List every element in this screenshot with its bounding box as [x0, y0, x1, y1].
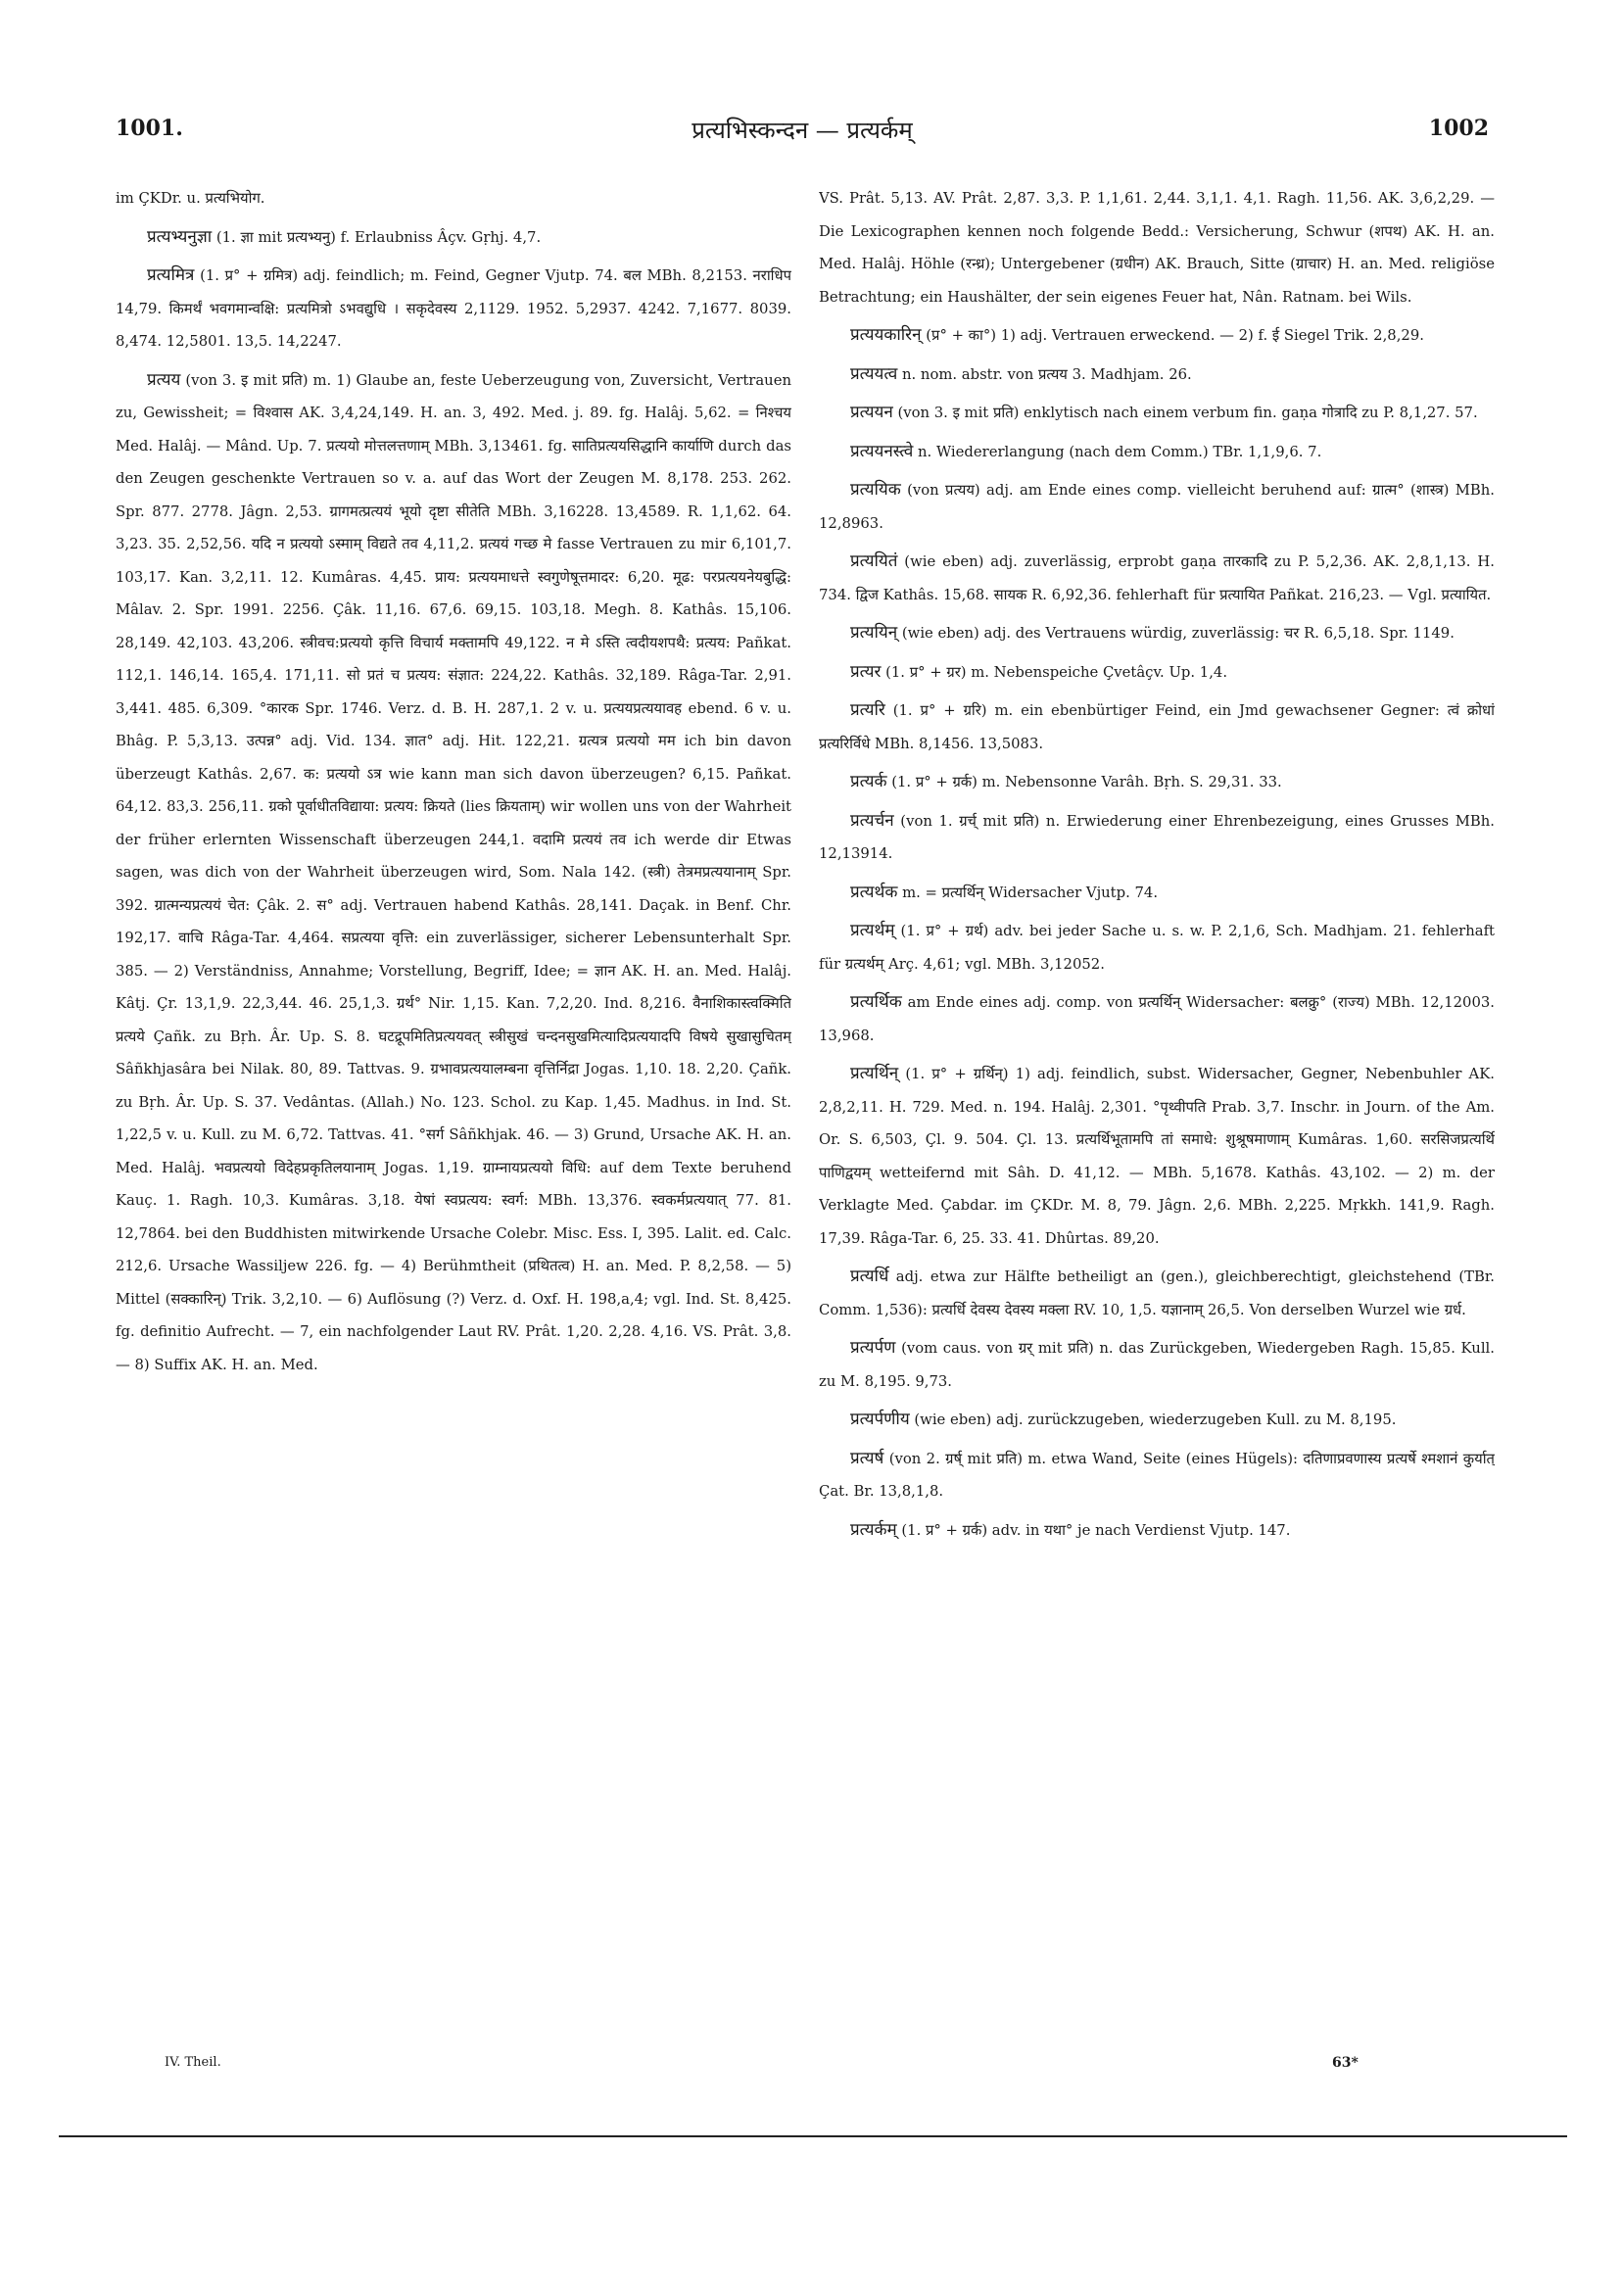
entry-text: (1. प्र° + ग्रर्थ) adv. bei jeder Sache u. s. w. P. 2,1,6, Sch. Madhjam. 21. fehlerhaft für ग्रत्यर्थम् Arç. 4,61; vgl. MBh. 3,12052. [819, 923, 1495, 973]
dictionary-entry [819, 397, 1495, 430]
entry-text: (1. प्र° + ग्ररि) m. ein ebenbürtiger Feind, ein Jmd gewachsener Gegner: त्वं क्रोधां प्रत्यरिर्विधे MBh. 8,1456. 13,5083. [819, 702, 1495, 752]
entry-headword: प्रत्यर्थम् [850, 921, 895, 940]
entry-headword: प्रत्यर्थक [850, 882, 898, 902]
entry-text: (wie eben) adj. zuverlässig, erprobt gaṇa तारकादि zu P. 5,2,36. AK. 2,8,1,13. H. 734. द्विज Kathâs. 15,68. सायक R. 6,92,36. fehlerhaft für प्रत्यायित Pañkat. 216,23. — Vgl. प्रत्यायित. [819, 553, 1495, 603]
entry-headword: प्रत्ययकारिन् [850, 325, 922, 345]
entry-headword: प्रत्यमित्र [147, 265, 195, 285]
dictionary-entry [819, 436, 1495, 469]
entry-headword: प्रत्ययितं [850, 551, 898, 571]
running-head: प्रत्यभिस्कन्दन — प्रत्यर्कम् [692, 117, 913, 144]
entry-text: (vom caus. von ग्रर् mit प्रति) n. das Zurückgeben, Wiedergeben Ragh. 15,85. Kull. zu M. 8,195. 9,73. [819, 1340, 1495, 1390]
entry-headword: प्रत्यभ्यनुज्ञा [147, 226, 213, 247]
entry-text: adj. etwa zur Hälfte betheiligt an (gen.), gleichberechtigt, gleichstehend (TBr. Comm. 1,536): प्रत्यर्धि देवस्य देवस्य मक्ला RV. 10, 1,5. यज्ञानाम् 26,5. Von derselben Wurzel wie ग्रर्ध. [819, 1268, 1495, 1318]
entry-headword: प्रत्यर [850, 661, 882, 682]
dictionary-entry [116, 221, 791, 255]
entry-text: VS. Prât. 5,13. AV. Prât. 2,87. 3,3. P. 1,1,61. 2,44. 3,1,1. 4,1. Ragh. 11,56. AK. 3,6,2,29. — Die Lexicographen kennen noch folgende Bedd.: Versicherung, Schwur (शपथ) AK. H. an. Med. Halâj. Höhle (रन्ध्र); Untergebener (ग्रधीन) AK. Brauch, Sitte (ग्राचार) H. an. Med. religiöse Betrachtung; ein Haushälter, der sein eigenes Feuer hat, Nân. Ratnam. bei Wils. [819, 190, 1495, 306]
entry-text: (प्र° + का°) 1) adj. Vertrauen erweckend. — 2) f. ई Siegel Trik. 2,8,29. [921, 327, 1424, 344]
dictionary-entry [819, 617, 1495, 650]
entry-text: (wie eben) adj. zurückzugeben, wiederzugeben Kull. zu M. 8,195. [909, 1411, 1397, 1428]
signature-mark: 63* [1332, 2055, 1359, 2071]
entry-text: (von प्रत्यय) adj. am Ende eines comp. vielleicht beruhend auf: ग्रात्म° (शास्त्र) MBh. 12,8963. [819, 482, 1495, 532]
dictionary-entry [819, 1443, 1495, 1508]
dictionary-entry [819, 656, 1495, 690]
dictionary-entry [819, 319, 1495, 353]
entry-headword: प्रत्ययनस्त्वे [850, 441, 914, 461]
entry-headword: प्रत्यर्पणीय [850, 1410, 910, 1429]
dictionary-entry [819, 1514, 1495, 1548]
dictionary-entry [819, 182, 1495, 313]
page-header [116, 116, 1489, 155]
entry-text: (von 3. इ mit प्रति) m. 1) Glaube an, feste Ueberzeugung von, Zuversicht, Vertrauen zu, Gewissheit; = विश्वास AK. 3,4,24,149. H. an. 3, 492. Med. j. 89. fg. Halâj. 5,62. = निश्चय Med. Halâj. — Mând. Up. 7. प्रत्ययो मोत्तलत्तणाम् MBh. 3,13461. fg. सातिप्रत्ययसिद्धानि कार्याणि durch das den Zeugen geschenkte Vertrauen so v. a. auf das Wort der Zeugen M. 8,178. 253. 262. Spr. 877. 2778. Jâgn. 2,53. ग्रागमत्प्रत्ययं भूयो दृष्टा सीतेति MBh. 3,16228. 13,4589. R. 1,1,62. 64. 3,23. 35. 2,52,56. यदि न प्रत्ययो ऽस्माम् विद्यते तव 4,11,2. प्रत्ययं गच्छ मे fasse Vertrauen zu mir 6,101,7. 103,17. Kan. 3,2,11. 12. Kumâras. 4,45. प्राय: प्रत्ययमाधत्ते स्वगुणेषूत्तमादर: 6,20. मूढ: परप्रत्ययनेयबुद्धि: Mâlav. 2. Spr. 1991. 2256. Çâk. 11,16. 67,6. 69,15. 103,18. Megh. 8. Kathâs. 15,106. 28,149. 42,103. 43,206. स्त्रीवच:प्रत्ययो कृत्ति विचार्य मक्तामपि 49,122. न मे ऽस्ति त्वदीयशपथै: प्रत्यय: Pañkat. 112,1. 146,14. 165,4. 171,11. सो प्रतं च प्रत्यय: संज्ञात: 224,22. Kathâs. 32,189. Râga-Tar. 2,91. 3,441. 485. 6,309. °कारक Spr. 1746. Verz. d. B. H. 287,1. 2 v. u. प्रत्ययप्रत्ययावह ebend. 6 v. u. Bhâg. P. 5,3,13. उत्पन्न° adj. Vid. 134. ज्ञात° adj. Hit. 122,21. ग्रत्यत्र प्रत्ययो मम ich bin davon überzeugt Kathâs. 2,67. क: प्रत्ययो ऽत्र wie kann man sich davon überzeugen? 6,15. Pañkat. 64,12. 83,3. 256,11. ग्रको पूर्वाधीतविद्याया: प्रत्यय: क्रियते (lies क्रियताम्) wir wollen uns von der Wahrheit der früher erlernten Wissenschaft überzeugen 244,1. वदामि प्रत्ययं तव ich werde dir Etwas sagen, was dich von der Wahrheit überzeugen wird, Som. Nala 142. (स्त्री) तेत्रमप्रत्ययानाम् Spr. 392. ग्रात्मन्यप्रत्ययं चेत: Çâk. 2. स° adj. Vertrauen habend Kathâs. 28,141. Daçak. in Benf. Chr. 192,17. वाचि Râga-Tar. 4,464. सप्रत्यया वृत्ति: ein zuverlässiger, sicherer Lebensunterhalt Spr. 385. — 2) Verständniss, Annahme; Vorstellung, Begriff, Idee; = ज्ञान AK. H. an. Med. Halâj. Kâtj. Çr. 13,1,9. 22,3,44. 46. 25,1,3. ग्रर्थ° Nir. 1,15. Kan. 7,2,20. Ind. 8,216. वैनाशिकास्त्वक्मिति प्रत्यये Çañk. zu Bṛh. Âr. Up. S. 8. घटद्रूपमितिप्रत्ययवत् स्त्रीसुखं चन्दनसुखमित्यादिप्रत्ययादपि विषये सुखासुचितम् Sâñkhjasâra bei Nilak. 80, 89. Tattvas. 9. ग्रभावप्रत्ययालम्बना वृत्तिर्निद्रा Jogas. 1,10. 18. 2,20. Çañk. zu Bṛh. Âr. Up. S. 37. Vedântas. (Allah.) No. 123. Schol. zu Kap. 1,45. Madhus. in Ind. St. 1,22,5 v. u. Kull. zu M. 6,72. Tattvas. 41. °सर्ग Sâñkhjak. 46. — 3) Grund, Ursache AK. H. an. Med. Halâj. भवप्रत्ययो विदेहप्रकृतिलयानाम् Jogas. 1,19. ग्राम्नायप्रत्ययो विधि: auf dem Texte beruhend Kauç. 1. Ragh. 10,3. Kumâras. 3,18. येषां स्वप्रत्यय: स्वर्ग: MBh. 13,376. स्वकर्मप्रत्ययात् 77. 81. 12,7864. bei den Buddhisten mitwirkende Ursache Colebr. Misc. Ess. I, 395. Lalit. ed. Calc. 212,6. Ursache Wassiljew 226. fg. — 4) Berühmtheit (प्रथितत्व) H. an. Med. P. 8,2,58. — 5) Mittel (सक्कारिन्) Trik. 3,2,10. — 6) Auflösung (?) Verz. d. Oxf. H. 198,a,4; vgl. Ind. St. 8,425. fg. definitio Aufrecht. — 7, ein nachfolgender Laut RV. Prât. 1,20. 2,28. 4,16. VS. Prât. 3,8. — 8) Suffix AK. H. an. Med. [116, 371, 791, 1373]
entry-text: m. = प्रत्यर्थिन् Widersacher Vjutp. 74. [897, 884, 1159, 901]
dictionary-entry [819, 766, 1495, 799]
entry-headword: प्रत्यर्चन [850, 810, 894, 831]
dictionary-entry [819, 1058, 1495, 1255]
entry-text: im ÇKDr. u. प्रत्यभियोग. [116, 190, 265, 207]
entry-headword: प्रत्यर्धि [850, 1267, 889, 1286]
entry-headword: प्रत्यर्क [850, 772, 887, 791]
dictionary-entry [819, 359, 1495, 392]
entry-text: (von 1. ग्रर्च् mit प्रति) n. Erwiederung einer Ehrenbezeigung, eines Grusses MBh. 12,13914. [819, 812, 1495, 862]
dictionary-entry [819, 1404, 1495, 1437]
dictionary-entry [819, 1261, 1495, 1326]
entry-text: (1. प्र° + ग्रर) m. Nebenspeiche Çvetâçv. Up. 1,4. [881, 663, 1228, 681]
dictionary-entry [116, 260, 791, 359]
entry-text: (von 3. इ mit प्रति) enklytisch nach einem verbum fin. gaṇa गोत्रादि zu P. 8,1,27. 57. [892, 405, 1478, 421]
page-number-left: 1001. [116, 116, 183, 141]
signature-note: IV. Theil. [165, 2055, 221, 2070]
entry-text: (1. प्र° + ग्रर्थिन्) 1) adj. feindlich, subst. Widersacher, Gegner, Nebenbuhler AK. 2,8,2,11. H. 729. Med. n. 194. Halâj. 2,301. °पृथ्वीपति Prab. 3,7. Inschr. in Journ. of the Am. Or. S. 6,503, Çl. 9. 504. Çl. 13. प्रत्यर्थिभूतामपि तां समाधे: शुश्रूषमाणाम् Kumâras. 1,60. सरसिजप्रत्यर्थि पाणिद्वयम् wetteifernd mit Sâh. D. 41,12. — MBh. 5,1678. Kathâs. 43,102. — 2) m. der Verklagte Med. Çabdar. im ÇKDr. M. 8, 79. Jâgn. 2,6. MBh. 2,225. Mṛkkh. 141,9. Ragh. 17,39. Râga-Tar. 6, 25. 33. 41. Dhûrtas. 89,20. [819, 1066, 1495, 1247]
bottom-rule [59, 2135, 1567, 2137]
left-column [116, 182, 791, 2141]
entry-text: (1. प्र° + ग्रर्क) adv. in यथा° je nach Verdienst Vjutp. 147. [896, 1521, 1291, 1539]
entry-headword: प्रत्ययत्व [850, 363, 898, 384]
entry-headword: प्रत्ययन [850, 403, 893, 422]
entry-text: (1. प्र° + ग्रमित्र) adj. feindlich; m. Feind, Gegner Vjutp. 74. बल MBh. 8,2153. नराधिप 14,79. किमर्थं भवगमान्वक्षि: प्रत्यमित्रो ऽभवद्युधि । सकृदेवस्य 2,1129. 1952. 5,2937. 4242. 7,1677. 8039. 8,474. 12,5801. 13,5. 14,2247. [116, 267, 791, 350]
dictionary-entry [819, 805, 1495, 871]
entry-text: (wie eben) adj. des Vertrauens würdig, zuverlässig: चर R. 6,5,18. Spr. 1149. [897, 625, 1455, 642]
dictionary-entry [819, 877, 1495, 910]
entry-text: am Ende eines adj. comp. von प्रत्यर्थिन् Widersacher: बलक्रु° (राज्य) MBh. 12,12003. 13,968. [819, 994, 1495, 1044]
page-number-right: 1002 [1428, 116, 1489, 141]
entry-text: n. Wiedererlangung (nach dem Comm.) TBr. 1,1,9,6. 7. [913, 443, 1322, 460]
dictionary-entry [116, 182, 791, 215]
entry-text: (1. ज्ञा mit प्रत्यभ्यनु) f. Erlaubniss Âçv. Gṛhj. 4,7. [212, 228, 542, 246]
entry-headword: प्रत्यर्ष [850, 1448, 884, 1468]
entry-headword: प्रत्यर्पण [850, 1338, 896, 1358]
entry-headword: प्रत्ययिक [850, 480, 901, 500]
dictionary-entry [116, 364, 791, 1382]
right-column [819, 182, 1495, 2141]
entry-headword: प्रत्ययिन् [850, 623, 898, 643]
entry-text: n. nom. abstr. von प्रत्यय 3. Madhjam. 26. [897, 365, 1192, 383]
dictionary-entry [819, 986, 1495, 1052]
entry-headword: प्रत्यर्कम् [850, 1519, 897, 1540]
entry-text: (von 2. ग्रर्ष् mit प्रति) m. etwa Wand, Seite (eines Hügels): दतिणाप्रवणास्य प्रत्यर्षे श्मशानं कुर्यात् Çat. Br. 13,8,1,8. [819, 1450, 1495, 1500]
entry-text: (1. प्र° + ग्रर्क) m. Nebensonne Varâh. Bṛh. S. 29,31. 33. [886, 774, 1282, 790]
entry-headword: प्रत्यय [147, 369, 181, 390]
dictionary-entry [819, 694, 1495, 760]
dictionary-entry [819, 546, 1495, 611]
dictionary-entry [819, 474, 1495, 540]
entry-headword: प्रत्यर्थिक [850, 992, 902, 1012]
dictionary-entry [819, 1332, 1495, 1398]
entry-headword: प्रत्यरि [850, 700, 885, 720]
entry-headword: प्रत्यर्थिन् [850, 1064, 899, 1083]
dictionary-entry [819, 915, 1495, 981]
